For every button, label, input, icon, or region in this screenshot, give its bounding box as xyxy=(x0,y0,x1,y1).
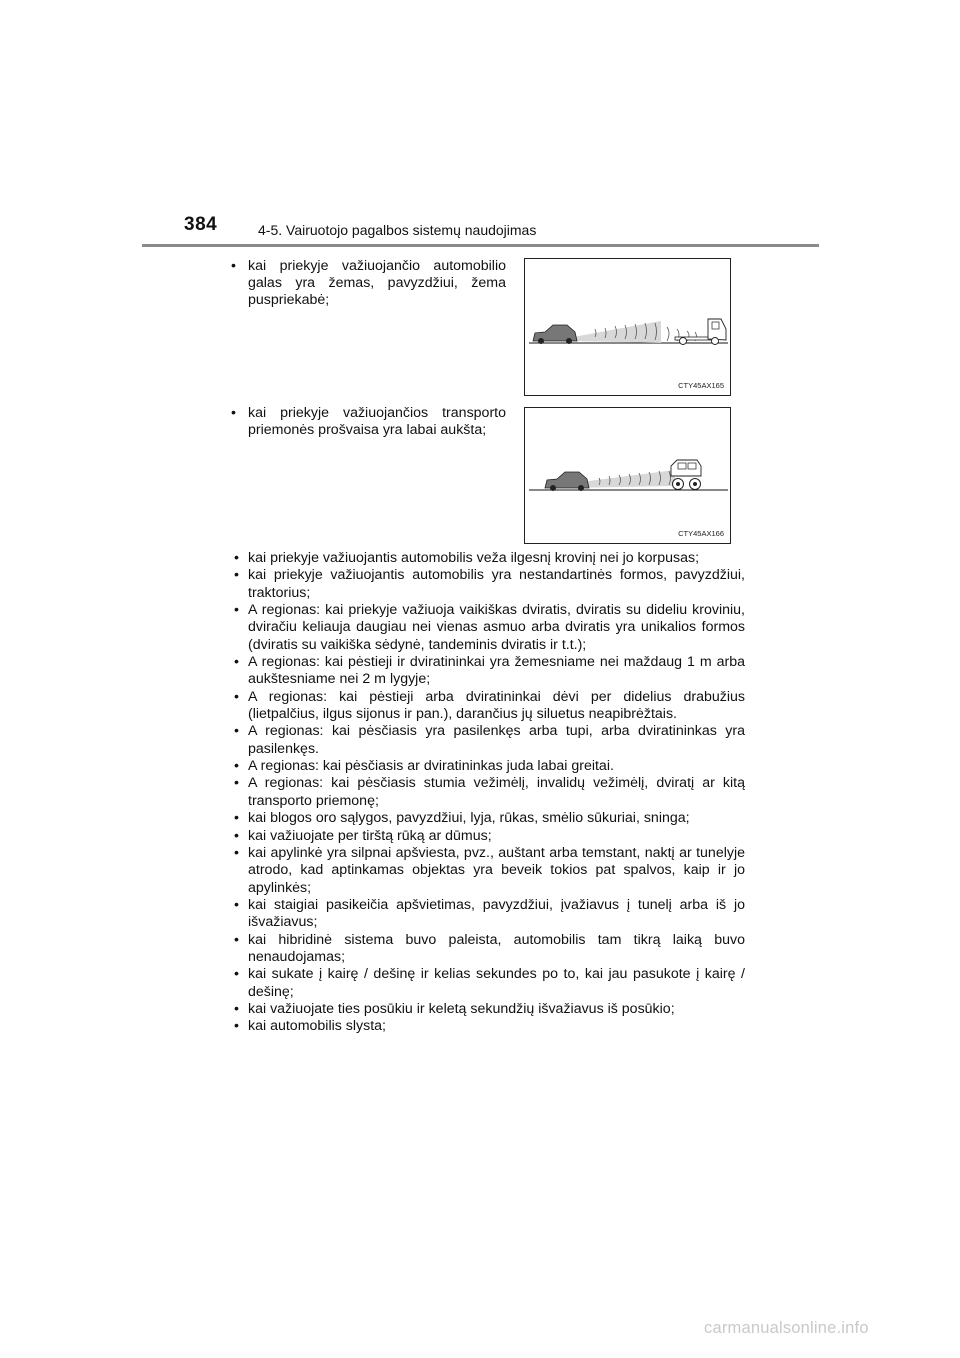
bullet: • xyxy=(234,966,239,983)
bullet: • xyxy=(234,688,239,705)
list-item-text: kai hibridinė sistema buvo paleista, automobilis tam tikrą laiką buvo nenaudojamas; xyxy=(248,931,745,965)
list-item xyxy=(232,897,745,932)
list-item-text: A regionas: kai pėstieji ir dviratininkai yra žemesniame nei maždaug 1 m arba aukštesniame nei 2 m lygyje; xyxy=(248,654,745,688)
list-item-text: kai apylinkė yra silpnai apšviesta, pvz., auštant arba temstant, naktį ar tunelyje atrodo, kad aptinkamas objektas yra beveik tokios pat spalvos, kaip ir jo apylinkės; xyxy=(248,844,745,896)
bullet: • xyxy=(234,602,239,619)
list-item xyxy=(232,966,745,1001)
list-item xyxy=(232,758,745,775)
bullet: • xyxy=(234,827,239,844)
list-item-text: kai priekyje važiuojantis automobilis veža ilgesnį krovinį nei jo korpusas; xyxy=(248,550,700,566)
list-item-text: A regionas: kai pėsčiasis ar dviratininkas juda labai greitai. xyxy=(248,758,614,775)
list-item xyxy=(232,810,745,827)
list-item-text: A regionas: kai pėsčiasis stumia vežimėlį, invalidų vežimėlį, dviratį ar kitą transporto priemonę; xyxy=(248,775,745,809)
list-item-text: A regionas: kai pėstieji arba dviratininkai dėvi per didelius drabužius (lietpalčius, ilgus sijonus ir pan.), darančius jų siluetus neapibrėžtais. xyxy=(248,688,745,723)
bullet: • xyxy=(234,567,239,584)
list-item xyxy=(232,828,745,845)
car-behind-low-trailer-illustration xyxy=(525,259,732,397)
figure-2-caption xyxy=(226,405,506,439)
list-item-text: A regionas: kai priekyje važiuoja vaikiškas dviratis, dviratis su dideliu kroviniu, dviračiu keliauja daugiau nei vienas asmuo arba dviratis yra unikalios formos (dviratis su vaikiška sėdynė, tandeminis dviratis ir t.t.); xyxy=(248,602,745,653)
list-item-text: kai blogos oro sąlygos, pavyzdžiui, lyja, rūkas, smėlio sūkuriai, sninga; xyxy=(248,810,690,827)
bullet: • xyxy=(234,844,239,861)
list-item xyxy=(232,845,745,897)
header-divider xyxy=(142,244,819,247)
figure-2-text: kai priekyje važiuojančios transporto priemonės prošvaisa yra labai aukšta; xyxy=(248,405,506,438)
figure-1-text: kai priekyje važiuojančio automobilio galas yra žemas, pavyzdžiui, žema puspriekabė; xyxy=(248,258,506,308)
bullet: • xyxy=(234,896,239,913)
watermark: carmanualsonline.info xyxy=(704,1319,869,1337)
list-item xyxy=(232,550,745,567)
list-item-text: kai sukate į kairę / dešinę ir kelias sekundes po to, kai jau pasukote į kairę / dešinę; xyxy=(248,966,745,1000)
list-item-text: kai automobilis slysta; xyxy=(248,1018,386,1035)
bullet: • xyxy=(231,405,236,421)
page-number: 384 xyxy=(184,214,218,235)
bullet: • xyxy=(234,931,239,948)
bullet: • xyxy=(234,758,239,775)
list-item xyxy=(232,654,745,689)
list-item xyxy=(232,775,745,810)
list-item xyxy=(232,567,745,602)
list-item-text: kai važiuojate per tirštą rūką ar dūmus; xyxy=(248,827,492,844)
figure-2-image xyxy=(524,407,731,544)
list-item xyxy=(232,932,745,967)
figure-1-code: CTY45AX165 xyxy=(678,381,724,390)
list-item xyxy=(232,689,745,724)
list-item-text: kai priekyje važiuojantis automobilis yra nestandartinės formos, pavyzdžiui, traktorius; xyxy=(248,567,745,601)
list-item-text: kai važiuojate ties posūkiu ir keletą sekundžių išvažiavus iš posūkio; xyxy=(248,1000,675,1017)
condition-list xyxy=(232,550,745,1036)
bullet: • xyxy=(234,1018,239,1035)
section-title: 4-5. Vairuotojo pagalbos sistemų naudojimas xyxy=(258,222,537,238)
bullet: • xyxy=(234,723,239,740)
bullet: • xyxy=(234,1000,239,1017)
list-item xyxy=(232,1018,745,1035)
list-item xyxy=(232,602,745,654)
figure-1-caption xyxy=(226,258,506,309)
bullet: • xyxy=(234,810,239,827)
bullet: • xyxy=(234,654,239,671)
list-item-text: kai staigiai pasikeičia apšvietimas, pavyzdžiui, įvažiavus į tunelį arba iš jo išvažiavus; xyxy=(248,896,745,931)
bullet: • xyxy=(234,550,239,566)
figure-1-image xyxy=(524,258,731,396)
list-item-text: A regionas: kai pėsčiasis yra pasilenkęs arba tupi, arba dviratininkas yra pasilenkęs. xyxy=(248,723,745,757)
bullet: • xyxy=(231,258,236,274)
list-item xyxy=(232,723,745,758)
car-behind-high-clearance-vehicle-illustration xyxy=(525,408,732,545)
figure-2-code: CTY45AX166 xyxy=(678,529,724,538)
list-item xyxy=(232,1001,745,1018)
bullet: • xyxy=(234,775,239,792)
